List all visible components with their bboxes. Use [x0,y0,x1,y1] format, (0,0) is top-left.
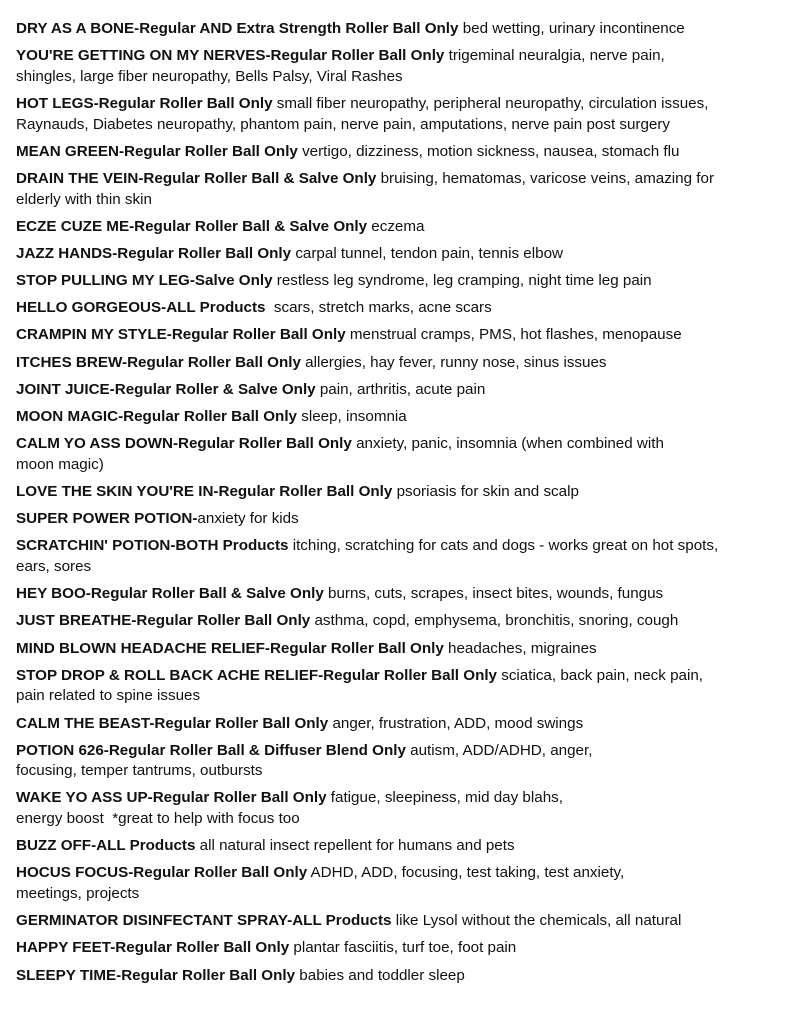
list-item [16,380,776,401]
list-item [16,94,776,135]
list-item [16,666,776,707]
list-item [16,741,776,782]
product-name: CALM THE BEAST-Regular Roller Ball Only [16,714,329,732]
list-item [16,244,776,265]
product-uses: asthma, copd, emphysema, bronchitis, snoring, cough [310,612,679,630]
list-item [16,584,776,605]
list-item [16,536,776,577]
product-name: JUST BREATHE-Regular Roller Ball Only [16,612,311,630]
product-uses: burns, cuts, scrapes, insect bites, wounds, fungus [323,585,664,603]
product-name: POTION 626-Regular Roller Ball & Diffuser Blend Only [16,741,406,759]
product-uses: anxiety, panic, insomnia (when combined with [351,435,664,453]
list-item [16,966,776,987]
product-name: STOP PULLING MY LEG-Salve Only [16,272,273,290]
product-name: WAKE YO ASS UP-Regular Roller Ball Only [16,789,327,807]
product-uses: autism, ADD/ADHD, anger, [405,741,593,759]
list-item [16,19,776,40]
product-uses: scars, stretch marks, acne scars [265,299,492,317]
product-name: STOP DROP & ROLL BACK ACHE RELIEF-Regular Roller Ball Only [16,666,498,684]
product-uses: like Lysol without the chemicals, all natural [391,912,682,930]
product-uses: anxiety for kids [197,510,299,528]
product-name: HOT LEGS-Regular Roller Ball Only [16,94,273,112]
product-uses: babies and toddler sleep [295,966,465,984]
product-uses: sciatica, back pain, neck pain, [497,666,704,684]
product-name: LOVE THE SKIN YOU'RE IN-Regular Roller Ball Only [16,483,393,500]
product-name: MOON MAGIC-Regular Roller Ball Only [16,408,297,426]
product-uses: menstrual cramps, PMS, hot flashes, menopause [345,326,682,344]
product-uses: anger, frustration, ADD, mood swings [328,714,584,732]
list-item [16,407,776,428]
product-uses: all natural insect repellent for humans and pets [195,837,515,855]
product-name: CALM YO ASS DOWN-Regular Roller Ball Only [16,435,352,453]
product-name: DRAIN THE VEIN-Regular Roller Ball & Salve Only [16,169,377,187]
product-uses: allergies, hay fever, runny nose, sinus issues [300,353,607,371]
product-uses-continued: pain related to spine issues [16,687,201,705]
product-uses-continued: Raynauds, Diabetes neuropathy, phantom pain, nerve pain, amputations, nerve pain post surgery [16,115,671,133]
product-uses: bed wetting, urinary incontinence [458,20,685,37]
product-name: SUPER POWER POTION- [16,510,198,528]
product-name: HELLO GORGEOUS-ALL Products [16,299,266,317]
product-name: JAZZ HANDS-Regular Roller Ball Only [16,244,292,262]
product-uses-continued: meetings, projects [16,885,140,903]
product-name: CRAMPIN MY STYLE-Regular Roller Ball Only [16,326,346,344]
list-item [16,271,776,292]
product-uses: itching, scratching for cats and dogs - works great on hot spots, [288,537,719,555]
product-uses: ADHD, ADD, focusing, test taking, test anxiety, [307,864,625,882]
product-name: MEAN GREEN-Regular Roller Ball Only [16,142,298,160]
list-item [16,863,776,904]
product-name: SCRATCHIN' POTION-BOTH Products [16,537,289,555]
product-list [16,19,776,993]
product-name: SLEEPY TIME-Regular Roller Ball Only [16,966,296,984]
product-uses: psoriasis for skin and scalp [392,483,579,500]
list-item [16,142,776,163]
product-uses-continued: focusing, temper tantrums, outbursts [16,762,263,780]
list-item [16,836,776,857]
product-uses: sleep, insomnia [297,408,407,426]
list-item [16,911,776,932]
product-name: ITCHES BREW-Regular Roller Ball Only [16,353,301,371]
product-uses: trigeminal neuralgia, nerve pain, [444,47,665,65]
product-uses-continued: ears, sores [16,557,92,575]
product-name: HAPPY FEET-Regular Roller Ball Only [16,939,290,957]
product-uses: small fiber neuropathy, peripheral neuropathy, circulation issues, [272,94,709,112]
list-item [16,788,776,829]
product-uses: carpal tunnel, tendon pain, tennis elbow [291,244,563,262]
product-uses-continued: energy boost *great to help with focus too [16,810,300,828]
product-uses: eczema [367,217,425,235]
list-item [16,434,776,475]
product-uses-continued: elderly with thin skin [16,190,152,208]
product-name: HEY BOO-Regular Roller Ball & Salve Only [16,585,324,603]
product-uses-continued: shingles, large fiber neuropathy, Bells Palsy, Viral Rashes [16,67,403,85]
product-name: MIND BLOWN HEADACHE RELIEF-Regular Roller Ball Only [16,639,444,657]
list-item [16,325,776,346]
list-item [16,217,776,238]
product-uses: restless leg syndrome, leg cramping, night time leg pain [272,272,652,290]
product-name: JOINT JUICE-Regular Roller & Salve Only [16,380,316,398]
list-item [16,714,776,735]
list-item [16,611,776,632]
product-uses: vertigo, dizziness, motion sickness, nausea, stomach flu [297,142,680,160]
list-item [16,482,776,503]
product-name: ECZE CUZE ME-Regular Roller Ball & Salve Only [16,217,368,235]
product-name: BUZZ OFF-ALL Products [16,837,196,855]
list-item [16,169,776,210]
list-item [16,509,776,530]
list-item [16,298,776,319]
product-name: DRY AS A BONE-Regular AND Extra Strength Roller Ball Only [16,20,459,37]
product-name: GERMINATOR DISINFECTANT SPRAY-ALL Products [16,912,392,930]
product-name: YOU'RE GETTING ON MY NERVES-Regular Roller Ball Only [16,47,445,65]
product-name: HOCUS FOCUS-Regular Roller Ball Only [16,864,308,882]
product-uses-continued: moon magic) [16,455,104,473]
product-uses: fatigue, sleepiness, mid day blahs, [326,789,563,807]
list-item [16,938,776,959]
list-item [16,353,776,374]
list-item [16,639,776,660]
product-uses: bruising, hematomas, varicose veins, amazing for [376,169,715,187]
product-uses: headaches, migraines [443,639,597,657]
list-item [16,46,776,87]
product-uses: plantar fasciitis, turf toe, foot pain [289,939,517,957]
product-uses: pain, arthritis, acute pain [315,380,486,398]
